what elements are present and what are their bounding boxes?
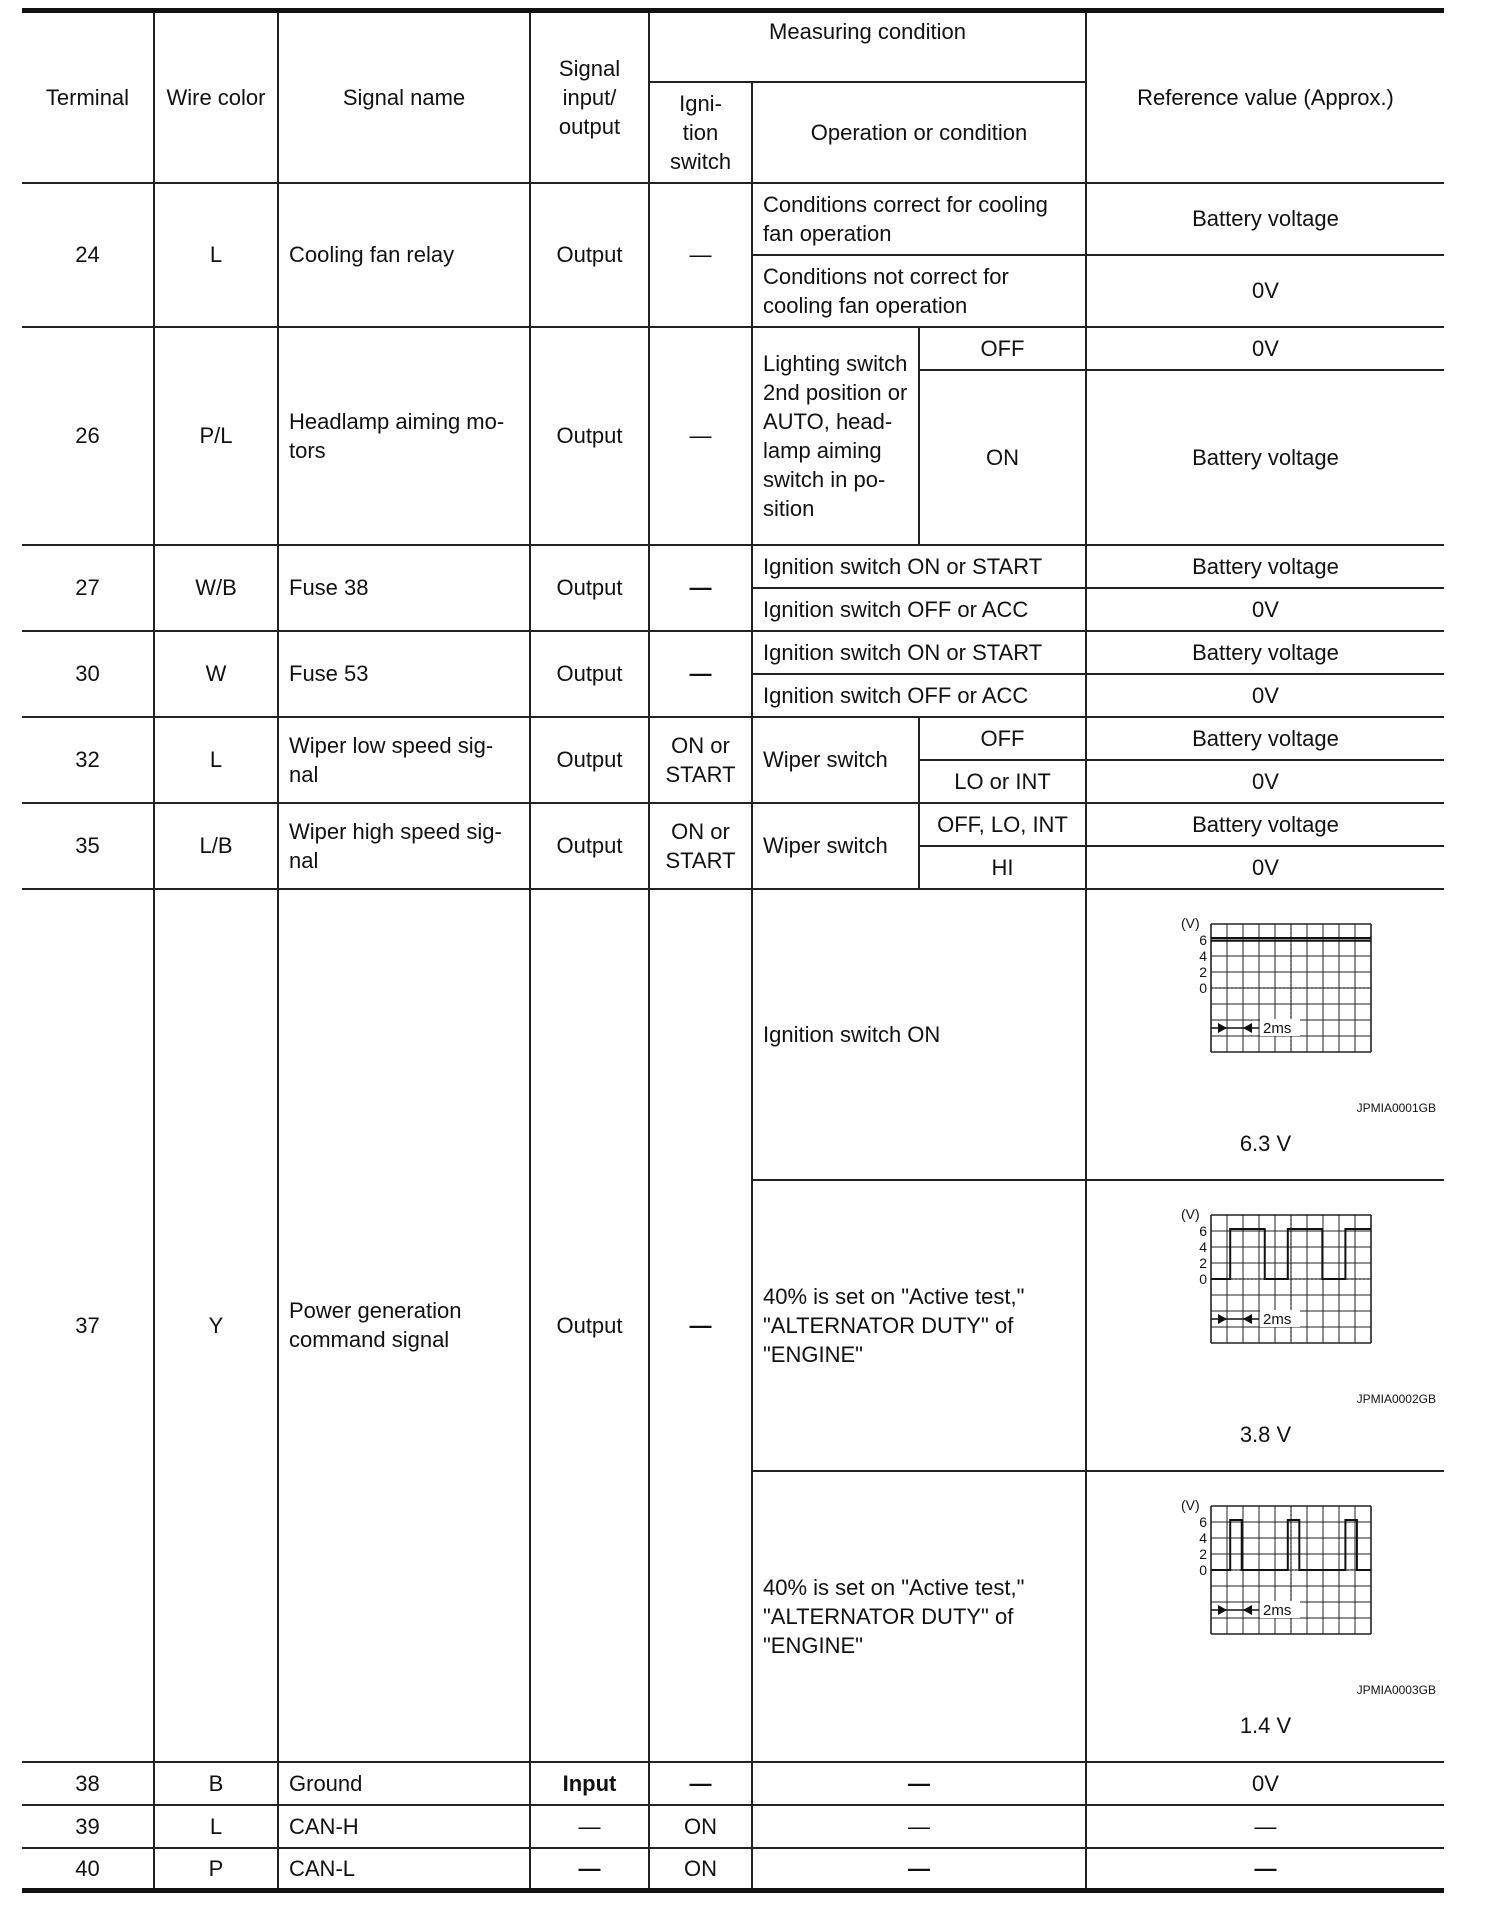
reference-cell: Battery voltage [1086, 183, 1444, 255]
signal-io-cell [530, 1848, 649, 1891]
signal-io-cell: Output [530, 327, 649, 545]
y-unit-label: (V) [1180, 915, 1200, 931]
signal-io-cell: — [530, 1805, 649, 1848]
header-operation: Operation or condition [752, 82, 1086, 183]
y-tick-label: 2 [1198, 1546, 1207, 1562]
wire-color-cell: L [154, 1805, 278, 1848]
time-arrowhead [1218, 1605, 1227, 1615]
condition-cell: Conditions correct for cooling fan operation [752, 183, 1086, 255]
condition-cell: Ignition switch OFF or ACC [752, 588, 1086, 631]
figure-code: JPMIA0003GB [1356, 1683, 1436, 1697]
reference-cell: 0V [1086, 846, 1444, 889]
reference-cell: 0V [1086, 760, 1444, 803]
reference-cell: 0V [1086, 588, 1444, 631]
wire-color-cell: P [154, 1848, 278, 1891]
y-tick-label: 2 [1198, 964, 1207, 980]
signal-io-cell: Output [530, 631, 649, 717]
time-division-label: 2ms [1262, 1020, 1291, 1037]
time-arrowhead [1243, 1605, 1252, 1615]
condition-cell: Lighting switch 2nd position or AUTO, head- lamp aiming switch in po- sition [752, 327, 919, 545]
y-tick-label: 2 [1198, 1255, 1207, 1271]
dash-mark: — [689, 1770, 712, 1796]
reference-cell [1086, 1848, 1444, 1891]
header-row [22, 11, 1444, 82]
ignition-cell: ON [649, 1848, 752, 1891]
condition-cell: Ignition switch ON [752, 889, 1086, 1180]
reference-cell: Battery voltage [1086, 545, 1444, 588]
y-tick-label: 4 [1198, 948, 1207, 964]
switch-state-cell: OFF [919, 717, 1086, 760]
time-arrowhead [1243, 1314, 1252, 1324]
header-signal-name: Signal name [278, 11, 530, 183]
switch-state-cell: OFF [919, 327, 1086, 370]
waveform-chart [1156, 912, 1376, 1092]
y-tick-label: 6 [1198, 932, 1207, 948]
wire-color-cell: W/B [154, 545, 278, 631]
wire-color-cell: P/L [154, 327, 278, 545]
table-row [22, 717, 1444, 760]
y-tick-label: 0 [1198, 1271, 1207, 1287]
y-tick-label: 6 [1198, 1514, 1207, 1530]
terminal-cell: 35 [22, 803, 154, 889]
signal-name-cell: Fuse 53 [278, 631, 530, 717]
header-measuring-condition: Measuring condition [649, 11, 1086, 82]
io-label: Input [562, 1770, 617, 1796]
switch-state-cell: ON [919, 370, 1086, 545]
reference-cell: Battery voltage [1086, 717, 1444, 760]
y-unit-label: (V) [1180, 1497, 1200, 1513]
table-row [22, 1762, 1444, 1805]
signal-name-cell: Wiper low speed sig- nal [278, 717, 530, 803]
ignition-cell: ON or START [649, 717, 752, 803]
signal-name-cell: Power generation command signal [278, 889, 530, 1762]
terminal-cell: 26 [22, 327, 154, 545]
dash-mark: — [689, 1312, 712, 1338]
signal-name-cell: CAN-L [278, 1848, 530, 1891]
y-tick-label: 4 [1198, 1530, 1207, 1546]
figure-code: JPMIA0002GB [1356, 1392, 1436, 1406]
waveform-chart [1156, 1203, 1376, 1383]
reference-value: 1.4 V [1239, 1713, 1292, 1738]
y-tick-label: 0 [1198, 980, 1207, 996]
reference-cell: 0V [1086, 255, 1444, 327]
time-division-label: 2ms [1262, 1311, 1291, 1328]
switch-state-cell: HI [919, 846, 1086, 889]
condition-cell: Wiper switch [752, 803, 919, 889]
table-row [22, 183, 1444, 255]
table-row [22, 1848, 1444, 1891]
reference-cell: Battery voltage [1086, 803, 1444, 846]
terminal-cell: 37 [22, 889, 154, 1762]
terminal-cell: 27 [22, 545, 154, 631]
table-row [22, 631, 1444, 674]
time-arrowhead [1243, 1023, 1252, 1033]
header-reference-value: Reference value (Approx.) [1086, 11, 1444, 183]
condition-cell [752, 1848, 1086, 1891]
y-tick-label: 4 [1198, 1239, 1207, 1255]
signal-io-cell: Output [530, 717, 649, 803]
wire-color-cell: B [154, 1762, 278, 1805]
dash-mark: — [908, 1770, 930, 1796]
wire-color-cell: L [154, 183, 278, 327]
wire-color-cell: Y [154, 889, 278, 1762]
reference-value: 3.8 V [1239, 1422, 1292, 1447]
table-row [22, 803, 1444, 846]
reference-cell: Battery voltage [1086, 370, 1444, 545]
ignition-cell: ON [649, 1805, 752, 1848]
switch-state-cell: OFF, LO, INT [919, 803, 1086, 846]
ignition-cell: — [649, 327, 752, 545]
terminal-cell: 30 [22, 631, 154, 717]
time-division-label: 2ms [1262, 1602, 1291, 1619]
terminal-cell: 24 [22, 183, 154, 327]
wire-color-cell: L [154, 717, 278, 803]
table-row [22, 889, 1444, 1180]
condition-cell: Ignition switch OFF or ACC [752, 674, 1086, 717]
wire-color-cell: W [154, 631, 278, 717]
terminal-cell: 39 [22, 1805, 154, 1848]
condition-cell: Wiper switch [752, 717, 919, 803]
signal-name-cell: Ground [278, 1762, 530, 1805]
reference-waveform-cell [1086, 1471, 1444, 1762]
dash-mark: — [1254, 1855, 1277, 1881]
signal-name-cell: Fuse 38 [278, 545, 530, 631]
condition-cell: 40% is set on "Active test," "ALTERNATOR DUTY" of "ENGINE" [752, 1180, 1086, 1471]
ignition-cell: — [649, 183, 752, 327]
reference-cell: 0V [1086, 674, 1444, 717]
y-tick-label: 0 [1198, 1562, 1207, 1578]
figure-code: JPMIA0001GB [1356, 1101, 1436, 1115]
waveform-chart [1156, 1494, 1376, 1674]
signal-io-cell: Output [530, 889, 649, 1762]
reference-waveform-cell [1086, 889, 1444, 1180]
wire-color-cell: L/B [154, 803, 278, 889]
header-terminal: Terminal [22, 11, 154, 183]
header-ignition-switch: Igni- tion switch [649, 82, 752, 183]
condition-cell [752, 1762, 1086, 1805]
dash-mark: — [578, 1855, 601, 1881]
ignition-cell [649, 1762, 752, 1805]
terminal-table [22, 8, 1444, 1893]
table-row [22, 327, 1444, 370]
ignition-cell [649, 545, 752, 631]
signal-io-cell: Output [530, 545, 649, 631]
header-wire-color: Wire color [154, 11, 278, 183]
table-row [22, 1805, 1444, 1848]
ignition-cell [649, 631, 752, 717]
time-arrowhead [1218, 1314, 1227, 1324]
condition-cell: — [752, 1805, 1086, 1848]
table-row [22, 545, 1444, 588]
switch-state-cell: LO or INT [919, 760, 1086, 803]
condition-cell: Ignition switch ON or START [752, 545, 1086, 588]
terminal-cell: 38 [22, 1762, 154, 1805]
reference-value: 6.3 V [1239, 1131, 1292, 1156]
signal-name-cell: Headlamp aiming mo- tors [278, 327, 530, 545]
ignition-cell [649, 889, 752, 1762]
dash-mark: — [689, 661, 712, 686]
signal-name-cell: Wiper high speed sig- nal [278, 803, 530, 889]
time-arrowhead [1218, 1023, 1227, 1033]
y-tick-label: 6 [1198, 1223, 1207, 1239]
condition-cell: 40% is set on "Active test," "ALTERNATOR DUTY" of "ENGINE" [752, 1471, 1086, 1762]
dash-mark: — [908, 1855, 930, 1881]
signal-io-cell: Output [530, 803, 649, 889]
ignition-cell: ON or START [649, 803, 752, 889]
reference-cell: Battery voltage [1086, 631, 1444, 674]
header-signal-io: Signal input/ output [530, 11, 649, 183]
condition-cell: Ignition switch ON or START [752, 631, 1086, 674]
signal-io-cell [530, 1762, 649, 1805]
signal-name-cell: CAN-H [278, 1805, 530, 1848]
reference-cell: 0V [1086, 327, 1444, 370]
reference-waveform-cell [1086, 1180, 1444, 1471]
condition-cell: Conditions not correct for cooling fan operation [752, 255, 1086, 327]
reference-cell: — [1086, 1805, 1444, 1848]
signal-name-cell: Cooling fan relay [278, 183, 530, 327]
y-unit-label: (V) [1180, 1206, 1200, 1222]
reference-cell: 0V [1086, 1762, 1444, 1805]
dash-mark: — [689, 575, 712, 600]
terminal-cell: 32 [22, 717, 154, 803]
terminal-cell: 40 [22, 1848, 154, 1891]
signal-io-cell: Output [530, 183, 649, 327]
